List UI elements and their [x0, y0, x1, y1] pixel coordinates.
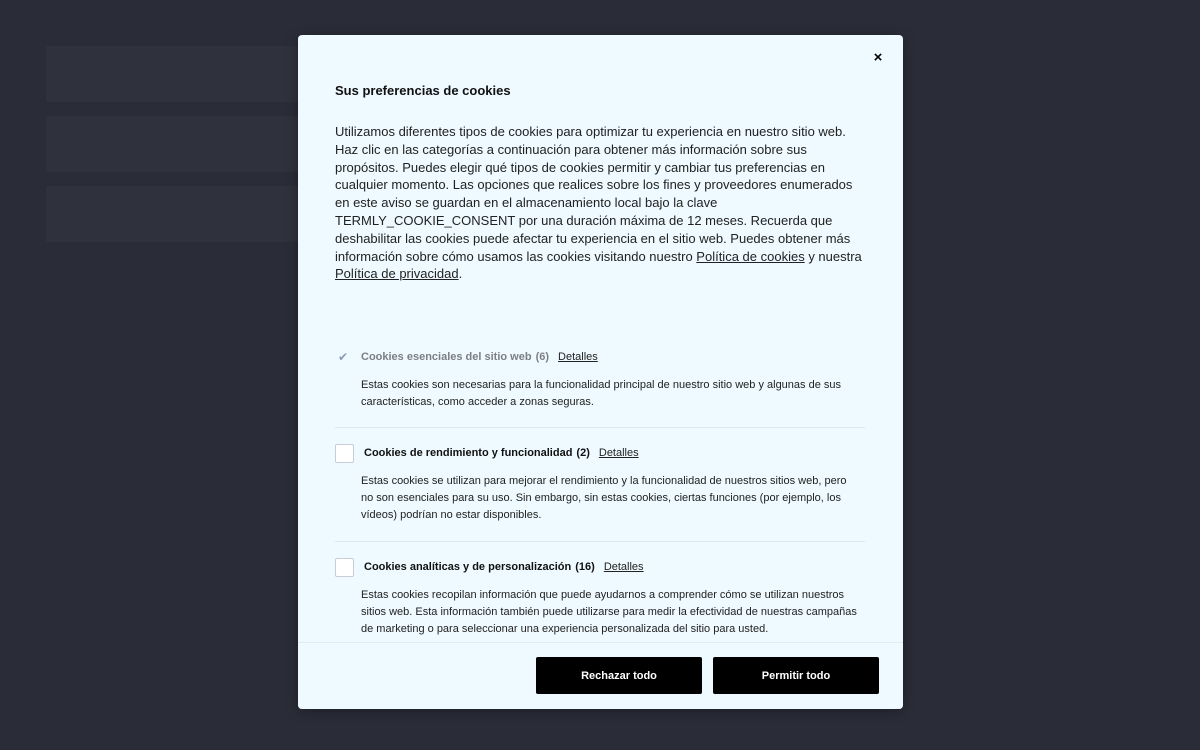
dialog-intro-text	[335, 123, 867, 283]
dialog-footer	[298, 642, 903, 709]
category-count: (16)	[575, 561, 595, 573]
cookie-preferences-dialog	[298, 35, 903, 709]
category-divider	[335, 427, 865, 428]
category-label: Cookies de rendimiento y funcionalidad	[364, 447, 573, 459]
close-icon[interactable]: ×	[873, 49, 883, 66]
accept-all-button[interactable]: Permitir todo	[713, 657, 879, 694]
analytics-checkbox[interactable]	[335, 558, 354, 577]
category-label: Cookies esenciales del sitio web	[361, 351, 532, 363]
category-header	[335, 557, 865, 577]
category-header	[335, 443, 865, 463]
category-divider	[335, 541, 865, 542]
background-placeholder-block	[46, 186, 306, 242]
reject-all-button[interactable]: Rechazar todo	[536, 657, 702, 694]
intro-text-part: y nuestra	[804, 248, 862, 264]
category-details-link[interactable]: Detalles	[558, 351, 598, 363]
category-label: Cookies analíticas y de personalización	[364, 561, 572, 573]
intro-text-part: Utilizamos diferentes tipos de cookies para optimizar tu experiencia en nuestro sitio web. Haz clic en las categorías a continuación para obtener más información sobre sus propósitos. Puedes elegir qué tipos de cookies permitir y cambiar tus preferencias en cualquier momento. Las opciones que realices sobre los fines y proveedores enumerados en este aviso se guardan en el almacenamiento local bajo la clave TERMLY_COOKIE_CONSENT por una duración máxima de 12 meses. Recuerda que deshabilitar las cookies puede afectar tu experiencia en el sitio web. Puedes obtener más información sobre cómo usamos las cookies visitando nuestro	[335, 124, 853, 264]
cookie-category-performance	[335, 443, 865, 525]
category-count: (2)	[576, 447, 590, 459]
cookie-policy-link[interactable]: Política de cookies	[696, 248, 805, 264]
category-details-link[interactable]: Detalles	[598, 447, 639, 459]
dialog-scroll-area[interactable]	[298, 35, 903, 642]
category-header	[335, 347, 865, 367]
background-placeholder-block	[46, 116, 306, 172]
privacy-policy-link[interactable]: Política de privacidad	[335, 266, 459, 282]
dialog-title: Sus preferencias de cookies	[335, 83, 511, 98]
category-description: Estas cookies son necesarias para la funcionalidad principal de nuestro sitio web y algunas de sus características, como acceder a zonas seguras.	[361, 379, 842, 409]
intro-text-part: .	[458, 266, 463, 282]
category-details-link[interactable]: Detalles	[603, 561, 644, 573]
cookie-category-analytics	[335, 557, 865, 639]
category-description: Estas cookies recopilan información que puede ayudarnos a comprender cómo se utilizan nuestros sitios web. Esta información también puede utilizarse para medir la efectividad de nuestras campañas de marketing o para seleccionar una experiencia personalizada del sitio para usted.	[361, 589, 857, 636]
essential-checkbox	[335, 349, 351, 365]
background-placeholder-block	[46, 46, 306, 102]
performance-checkbox[interactable]	[335, 444, 354, 463]
category-description: Estas cookies se utilizan para mejorar el rendimiento y la funcionalidad de nuestros sitios web, pero no son esenciales para su uso. Sin embargo, sin estas cookies, ciertas funciones (por ejemplo, los vídeos) podrían no estar disponibles.	[361, 475, 847, 522]
check-icon: ✔	[337, 350, 349, 364]
cookie-category-essential	[335, 347, 865, 411]
category-count: (6)	[535, 351, 550, 363]
